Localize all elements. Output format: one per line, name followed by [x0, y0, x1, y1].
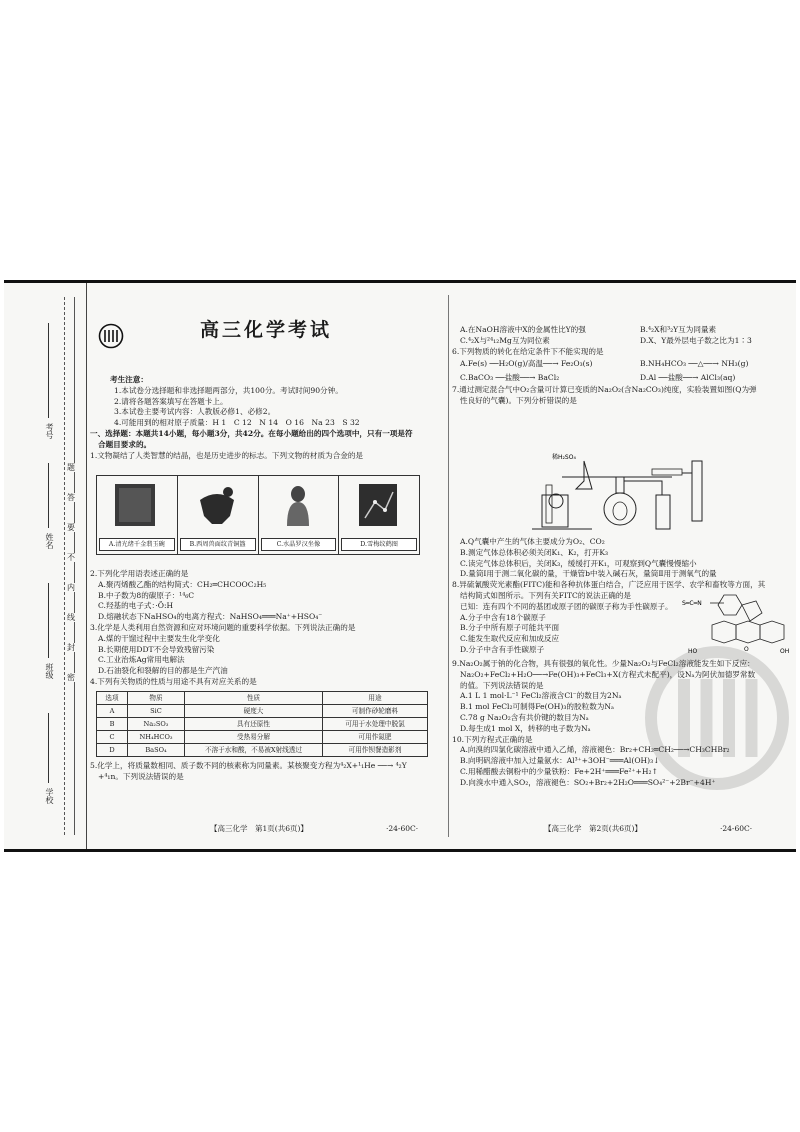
q7-option: C.读完气体总体积后，关闭K₃，缓缓打开K₁，可观察到Q气囊慢慢缩小: [460, 558, 697, 568]
question-9-cont: Na₂O₂+FeCl₂+H₂O──→Fe(OH)₃+FeCl₃+X(方程式未配平)，设Nₐ为阿伏加德罗常数: [460, 669, 756, 679]
exam-number-line: [48, 323, 49, 418]
q9-option: C.78 g Na₂O₂含有共价键的数目为Nₐ: [460, 712, 589, 722]
q7-option: D.量筒Ⅰ用于测二氧化碳的量，干燥管b中装入碱石灰，量筒Ⅱ用于测氧气的量: [460, 569, 717, 579]
table-header-row: [97, 692, 428, 705]
table-cell: 可用于水处理中脱氯: [323, 718, 428, 731]
seal-char: 答: [67, 493, 75, 502]
q3-option: C.工业治炼Ag常用电解法: [98, 655, 185, 665]
table-row: [97, 731, 428, 744]
notice-item: 2.请将各题答案填写在答题卡上。: [114, 396, 228, 406]
seal-char: 封: [67, 643, 75, 652]
notice-item: 4.可能用到的相对原子质量：H 1 C 12 N 14 O 16 Na 23 S 32: [114, 418, 360, 428]
q5-option: A.在NaOH溶液中X的金属性比Y的强: [460, 325, 586, 334]
atom-label: O: [744, 646, 749, 653]
q2-option: B.中子数为8的碳原子：¹⁴₆C: [98, 590, 195, 600]
question-3: 3.化学是人类利用自然资源和应对环境问题的重要科学依据。下列说法正确的是: [90, 622, 356, 632]
page-code: ·24-60C·: [386, 824, 419, 834]
table-header: 性质: [185, 692, 323, 705]
q4-table: [96, 691, 428, 757]
table-cell: 硬度大: [185, 705, 323, 718]
q5-option: B.⁴₂X和³₂Y互为同量素: [640, 325, 717, 334]
q8-option: C.能发生取代反应和加成反应: [460, 634, 560, 644]
q9-option: D.每生成1 mol X，转移的电子数为Nₐ: [460, 723, 591, 733]
publisher-logo-icon: [98, 323, 124, 349]
question-7-cont: 性良好的气囊)。下列分析错误的是: [460, 396, 577, 406]
q10-option: B.向明矾溶液中加入过量氨水：Al³⁺+3OH⁻═══Al(OH)₃↓: [460, 756, 660, 766]
table-cell: 可制作砂轮磨料: [323, 705, 428, 718]
school-label: 学校: [45, 788, 54, 804]
question-8-cont: 结构简式如图所示。下列有关FITC的说法正确的是: [460, 590, 632, 600]
questions-9-10: [452, 659, 792, 789]
question-4: 4.下列有关物质的性质与用途不具有对应关系的是: [90, 676, 257, 686]
question-8: 8.异硫氰酸荧光素酯(FITC)能和各种抗体蛋白结合，广泛应用于医学、农学和畜牧等方面，其: [452, 580, 766, 590]
q1-option-a: [97, 476, 178, 554]
table-row: [97, 744, 428, 757]
q6-option-row: [452, 371, 792, 385]
question-9: 9.Na₂O₂属于钠的化合物，具有很强的氧化性。少量Na₂O₂与FeCl₂溶液能发生如下反应：: [452, 659, 755, 668]
crystal-statue-icon: [273, 482, 323, 528]
q5-options: [452, 325, 792, 407]
notice-item: 1.本试卷分选择题和非选择题两部分，共100分。考试时间90分钟。: [114, 385, 343, 395]
q6-option-row: [452, 357, 792, 371]
page-footer: 【高三化学 第1页(共6页)】: [210, 824, 308, 834]
table-cell: NH₄HCO₃: [128, 731, 185, 744]
question-5-block: [90, 761, 446, 783]
q3-option: D.石油裂化和裂解的目的都是生产汽油: [98, 666, 228, 676]
q1-option-b: [178, 476, 259, 554]
question-5: 5.化学上，将质量数相同、质子数不同的核素称为同量素。某核聚变方程为⁴₂X+¹₁He ──→ ⁴₂Y: [90, 761, 407, 770]
binding-margin: [4, 283, 87, 849]
q5-option: D.X、Y最外层电子数之比为1∶3: [640, 335, 752, 345]
question-1: 1.文物凝结了人类智慧的结晶，也是历史进步的标志。下列文物的材质为合金的是: [90, 450, 364, 460]
question-5-cont: +⁴₁n。下列说法错误的是: [98, 771, 184, 781]
page-code: ·24-60C·: [720, 824, 753, 834]
notice-block: [90, 375, 446, 461]
q1-caption: B.西周兽面纹青铜簋: [180, 538, 256, 551]
q1-option-c: [259, 476, 340, 554]
table-cell: 受热易分解: [185, 731, 323, 744]
page-2: [452, 283, 792, 849]
q2-option: C.羟基的电子式：·Ö:H: [98, 601, 174, 611]
table-cell: 可用作氮肥: [323, 731, 428, 744]
table-cell: Na₂SO₃: [128, 718, 185, 731]
table-header: 物质: [128, 692, 185, 705]
q10-option: A.向溴的四氯化碳溶液中通入乙烯，溶液褪色：Br₂+CH₂═CH₂──→CH₃CHBr₂: [460, 745, 730, 755]
atom-label: HO: [688, 648, 698, 655]
class-line: [48, 583, 49, 658]
seal-solid-line: [74, 297, 75, 835]
apparatus-label: 稀H₂SO₄: [552, 454, 576, 461]
q6-option: D.Al ──盐酸──→ AlCl₃(aq): [640, 373, 736, 383]
questions-2-4: [90, 569, 446, 688]
exam-title: 高三化学考试: [200, 319, 333, 341]
atom-label: S═C═N: [682, 600, 702, 607]
jade-bowl-icon: [111, 482, 161, 528]
table-row: [97, 718, 428, 731]
question-6: 6.下列物质的转化在给定条件下不能实现的是: [452, 346, 604, 356]
name-label: 姓名: [45, 533, 54, 549]
seal-char: 不: [67, 553, 75, 562]
q9-option: A.1 L 1 mol·L⁻¹ FeCl₂溶液含Cl⁻的数目为2Nₐ: [460, 691, 622, 701]
q2-option: D.熔融状态下NaHSO₄的电离方程式：NaHSO₄═══Na⁺+HSO₄⁻: [98, 612, 323, 622]
exam-sheet: [4, 280, 796, 852]
page-divider: [448, 295, 449, 837]
seal-char: 题: [67, 463, 75, 472]
q3-option: B.长期使用DDT不会导致残留污染: [98, 644, 215, 654]
table-cell: D: [97, 744, 128, 757]
fitc-structure-diagram: [682, 591, 792, 657]
q3-option: A.煤的干馏过程中主要发生化学变化: [98, 633, 220, 643]
seal-char: 要: [67, 523, 75, 532]
q10-option: C.用稀醋酸去铜粉中的少量铁粉：Fe+2H⁺═══Fe²⁺+H₂↑: [460, 766, 658, 776]
q1-caption: A.清光绪千金翡玉碗: [99, 538, 175, 551]
table-cell: C: [97, 731, 128, 744]
question-10: 10.下列方程式正确的是: [452, 734, 533, 744]
question-8-note: 已知：连有四个不同的基团或原子团的碳原子称为手性碳原子。: [460, 601, 673, 611]
question-7: 7.通过测定混合气中O₂含量可计算已变质的Na₂O₂(含Na₂CO₃)纯度，实验装置如图(Q为弹: [452, 385, 757, 395]
q8-option: D.分子中含有手性碳原子: [460, 644, 545, 654]
table-cell: 可用作钡餐造影剂: [323, 744, 428, 757]
plum-painting-icon: [353, 482, 403, 528]
q6-option: A.Fe(s) ──H₂O(g)/高温──→ Fe₂O₃(s): [460, 359, 593, 369]
lab-apparatus-diagram: [532, 451, 712, 533]
page-footer: 【高三化学 第2页(共6页)】: [544, 824, 642, 834]
page-1: [90, 283, 446, 849]
seal-char: 内: [67, 583, 75, 592]
q1-image-row: [96, 475, 420, 555]
q5-option-row: [452, 325, 792, 336]
q1-caption: C.水晶罗汉坐像: [261, 538, 337, 551]
question-9-cont: 的值。下列说法错误的是: [460, 680, 544, 690]
table-row: [97, 705, 428, 718]
table-header: 用途: [323, 692, 428, 705]
table-cell: 具有还原性: [185, 718, 323, 731]
class-label: 班级: [45, 663, 54, 679]
q8-option: A.分子中含有18个碳原子: [460, 612, 546, 622]
notice-item: 3.本试卷主要考试内容：人教版必修1、必修2。: [114, 407, 276, 417]
section-heading-cont: 合题目要求的。: [98, 439, 152, 449]
q5-option-row: [452, 336, 792, 347]
q8-option: B.分子中所有原子可能共平面: [460, 623, 560, 633]
seal-char: 线: [67, 613, 75, 622]
q7-option: A.Q气囊中产生的气体主要成分为O₂、CO₂: [460, 537, 605, 546]
exam-number-label: 考号: [45, 423, 54, 439]
school-line: [48, 713, 49, 783]
table-header: 选项: [97, 692, 128, 705]
table-cell: BaSO₄: [128, 744, 185, 757]
section-heading: 一、选择题：本题共14小题，每小题3分，共42分。在每小题给出的四个选项中，只有一项是符: [90, 428, 413, 438]
q5-option: C.⁴₂X与²⁴₁₂Mg互为同位素: [460, 335, 550, 345]
name-line: [48, 463, 49, 528]
table-cell: B: [97, 718, 128, 731]
table-cell: 不溶于水和酸，不易被X射线透过: [185, 744, 323, 757]
q1-caption: D.雪梅纹鹤图: [341, 538, 417, 551]
table-cell: A: [97, 705, 128, 718]
seal-char: 密: [67, 673, 75, 682]
question-2: 2.下列化学用语表述正确的是: [90, 569, 189, 578]
q6-option: C.BaCO₃ ──盐酸──→ BaCl₂: [460, 373, 560, 383]
q9-option: B.1 mol FeCl₂可制得Fe(OH)₃的胶粒数为Nₐ: [460, 702, 614, 712]
notice-title: 考生注意：: [110, 375, 148, 384]
bronze-vessel-icon: [192, 482, 242, 528]
q7-option: B.测定气体总体积必须关闭K₁、K₂，打开K₃: [460, 547, 609, 557]
q10-option: D.向溴水中通入SO₂，溶液褪色：SO₂+Br₂+2H₂O═══SO₄²⁻+2Br⁻+4H⁺: [460, 777, 716, 787]
seal-dashed-line: [64, 297, 65, 835]
table-cell: SiC: [128, 705, 185, 718]
q6-option: B.NH₄HCO₃ ──△──→ NH₃(g): [640, 359, 749, 369]
q1-option-d: [339, 476, 419, 554]
atom-label: OH: [780, 648, 790, 655]
q2-option: A.聚丙烯酸乙酯的结构简式：CH₂═CHCOOC₂H₅: [98, 579, 267, 589]
